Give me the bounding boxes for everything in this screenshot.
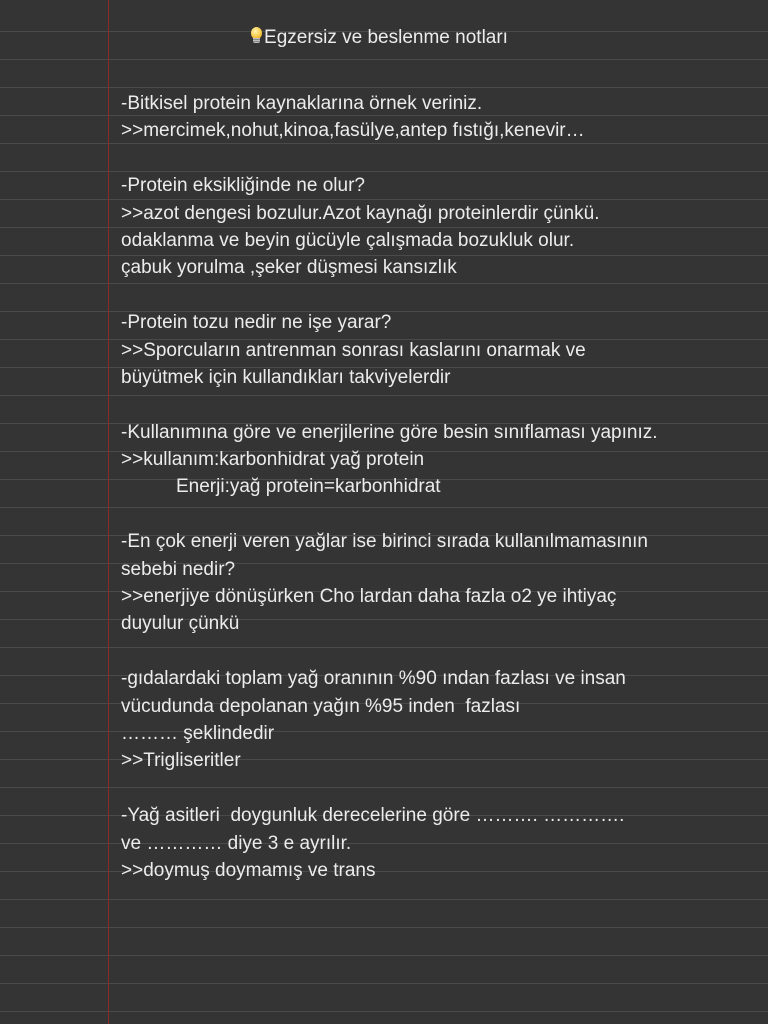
note-line: >>enerjiye dönüşürken Cho lardan daha fazla o2 ye ihtiyaç	[121, 586, 617, 608]
note-line: vücudunda depolanan yağın %95 inden fazlası	[121, 695, 521, 717]
note-line: >>Trigliseritler	[121, 750, 241, 772]
note-line	[121, 391, 761, 418]
note-line: sebebi nedir?	[121, 558, 236, 580]
note-line: >>azot dengesi bozulur.Azot kaynağı proteinlerdir çünkü.	[121, 202, 600, 224]
note-line: -Kullanımına göre ve enerjilerine göre besin sınıflaması yapınız.	[121, 421, 658, 443]
note-line: >>Sporcuların antrenman sonrası kaslarını onarmak ve	[121, 339, 586, 361]
note-line	[121, 282, 761, 309]
note-line: Enerji:yağ protein=karbonhidrat	[176, 476, 441, 498]
note-line: >>doymuş doymamış ve trans	[121, 859, 376, 881]
note-line	[121, 501, 761, 528]
note-line: >>kullanım:karbonhidrat yağ protein	[121, 449, 425, 471]
note-line	[121, 638, 761, 665]
note-title	[0, 24, 768, 52]
note-line: -En çok enerji veren yağlar ise birinci sırada kullanılmamasının	[121, 531, 648, 553]
note-line: -gıdalardaki toplam yağ oranının %90 ından fazlası ve insan	[121, 668, 626, 690]
note-title-text: Egzersiz ve beslenme notları	[264, 27, 508, 48]
note-body[interactable]	[121, 90, 761, 884]
note-line: -Bitkisel protein kaynaklarına örnek veriniz.	[121, 93, 483, 114]
note-line	[121, 775, 761, 802]
lightbulb-icon	[250, 27, 262, 45]
note-line: -Protein eksikliğinde ne olur?	[121, 175, 365, 197]
note-line: ……… şeklindedir	[121, 722, 275, 744]
margin-line	[108, 0, 109, 1024]
note-line	[121, 145, 761, 172]
note-line: ve ………… diye 3 e ayrılır.	[121, 832, 352, 854]
note-line: duyulur çünkü	[121, 613, 240, 635]
note-line: çabuk yorulma ,şeker düşmesi kansızlık	[121, 257, 457, 279]
note-line: >>mercimek,nohut,kinoa,fasülye,antep fıstığı,kenevir…	[121, 120, 585, 142]
note-line: -Protein tozu nedir ne işe yarar?	[121, 312, 392, 334]
note-line: -Yağ asitleri doygunluk derecelerine göre ………. ………….	[121, 805, 625, 827]
note-line: büyütmek için kullandıkları takviyelerdir	[121, 366, 451, 388]
note-line: odaklanma ve beyin gücüyle çalışmada bozukluk olur.	[121, 229, 575, 251]
